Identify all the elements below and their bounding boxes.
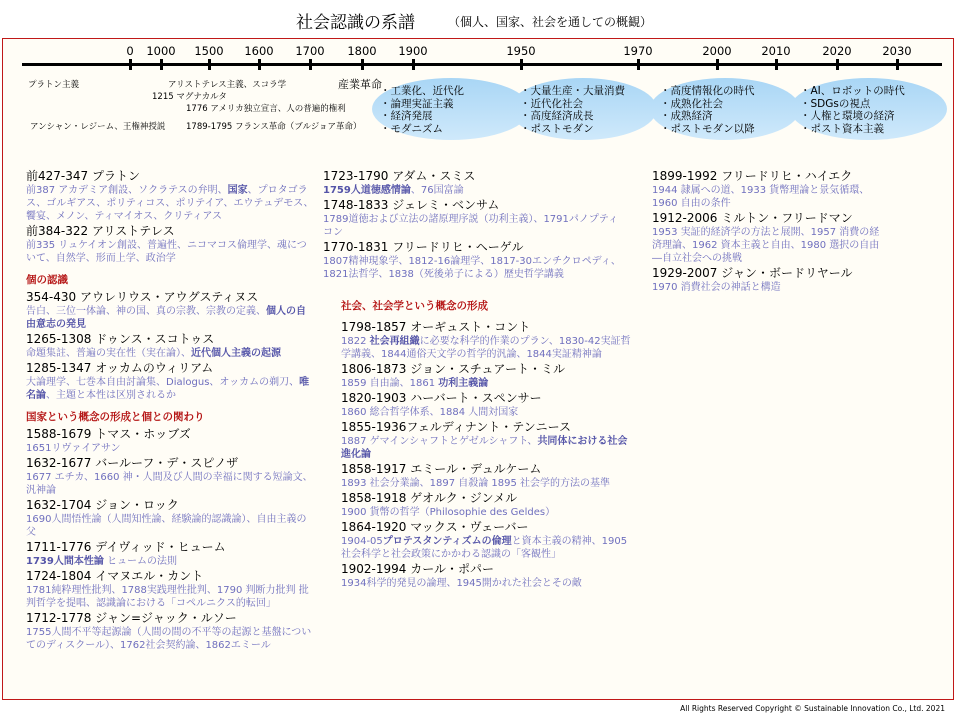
philosopher-name: 1899-1992 フリードリヒ・ハイエク xyxy=(652,169,853,183)
era-item: ・近代化社会 xyxy=(520,97,583,110)
year-label: 1800 xyxy=(347,44,377,58)
philosopher-name: 1902-1994 カール・ポパー xyxy=(341,562,494,576)
philosopher-name: 1265-1308 ドゥンス・スコトゥス xyxy=(26,332,215,346)
era-item: ・工業化、近代化 xyxy=(380,85,464,97)
era-item: ・ポストモダン以降 xyxy=(660,122,755,135)
works-description: 1789道徳および立法の諸原理序説（功利主義）、1791パノプティコン xyxy=(323,214,619,238)
works-description: 1807精神現象学、1812-16論理学、1817-30エンチクロペディ、1821法哲学、1838（死後弟子による）歴史哲学講義 xyxy=(323,256,621,280)
column-3 xyxy=(652,168,880,294)
era-item: ・SDGsの視点 xyxy=(800,97,871,110)
philosopher-name: 1588-1679 トマス・ホッブズ xyxy=(26,427,191,441)
era-item: ・成熟化社会 xyxy=(660,97,723,110)
timeline-note: 産業革命 xyxy=(338,78,382,91)
timeline-note: 1215 マグナカルタ xyxy=(152,92,227,102)
philosopher-name: 1770-1831 フリードリヒ・ヘーゲル xyxy=(323,240,524,254)
era-list xyxy=(520,85,625,135)
column-2b xyxy=(341,299,631,590)
column-2 xyxy=(323,168,623,281)
philosopher-name: 354-430 アウレリウス・アウグスティヌス xyxy=(26,290,259,304)
works-description: 告白、三位一体論、神の国、真の宗教、宗教の定義、個人の自由意志の発見 xyxy=(26,306,306,330)
works-description: 1651リヴァイアサン xyxy=(26,443,121,454)
works-description: 1739人間本性論 ヒュームの法則 xyxy=(26,556,178,567)
timeline-tick xyxy=(361,59,364,70)
era-item: ・論理実証主義 xyxy=(380,97,454,110)
era-item: ・経済発展 xyxy=(380,110,433,122)
works-description: 1690人間悟性論（人間知性論、経験論的認識論）、自由主義の父 xyxy=(26,514,307,538)
year-label: 1970 xyxy=(623,44,653,58)
era-item: ・人権と環境の経済 xyxy=(800,110,895,122)
year-label: 1000 xyxy=(146,44,176,58)
year-label: 1950 xyxy=(506,44,536,58)
year-label: 2010 xyxy=(761,44,791,58)
works-description: 大論理学、七巻本自由討論集、Dialogus、オッカムの剃刀、唯名論、主題と本性は区別されるか xyxy=(26,377,310,401)
works-description: 1953 実証的経済学の方法と展開、1957 消費の経済理論、1962 資本主義と自由、1980 選択の自由―自立社会への挑戦 xyxy=(652,227,880,264)
works-description: 1887 ゲマインシャフトとゲゼルシャフト、共同体における社会進化論 xyxy=(341,436,628,460)
page-subtitle: （個人、国家、社会を通しての概観） xyxy=(448,15,653,29)
timeline-note: アンシャン・レジーム、王権神授説 xyxy=(30,122,166,132)
page-title: 社会認識の系譜 xyxy=(296,13,415,33)
timeline-tick xyxy=(896,59,899,70)
philosopher-name: 1632-1704 ジョン・ロック xyxy=(26,498,179,512)
timeline-note: アリストテレス主義、スコラ学 xyxy=(168,80,287,90)
era-item: ・高度経済成長 xyxy=(520,110,594,122)
philosopher-name: 1712-1778 ジャン=ジャック・ルソー xyxy=(26,611,237,625)
year-label: 1600 xyxy=(244,44,274,58)
works-description: 命題集註、普遍の実在性（実在論）、近代個人主義の起源 xyxy=(26,348,281,359)
timeline-tick xyxy=(520,59,523,70)
year-label: 2000 xyxy=(702,44,732,58)
era-item: ・ポストモダン xyxy=(520,122,594,135)
works-description: 1893 社会分業論、1897 自殺論 1895 社会学的方法の基準 xyxy=(341,478,611,489)
works-description: 1822 社会再組織に必要な科学的作業のプラン、1830-42実証哲学講義、1844通俗天文学の哲学的汎論、1844実証精神論 xyxy=(341,336,631,360)
philosopher-name: 1798-1857 オーギュスト・コント xyxy=(341,320,531,334)
year-label: 2030 xyxy=(882,44,912,58)
timeline-tick xyxy=(309,59,312,70)
era-item: ・高度情報化の時代 xyxy=(660,85,755,97)
philosopher-name: 1711-1776 デイヴィッド・ヒューム xyxy=(26,540,226,554)
works-description: 前387 アカデミア創設、ソクラテスの弁明、国家、プロタゴラス、ゴルギアス、ポリティコス、ポリテイア、エウテュデモス、饗宴、メノン、ティマイオス、クリティアス xyxy=(26,185,314,222)
section-heading: 個の認識 xyxy=(26,274,68,286)
timeline-tick xyxy=(129,59,132,70)
philosopher-name: 前384-322 アリストテレス xyxy=(26,224,175,238)
timeline-note: プラトン主義 xyxy=(28,80,80,90)
philosopher-name: 1858-1918 ゲオルク・ジンメル xyxy=(341,491,518,505)
philosopher-name: 1748-1833 ジェレミ・ベンサム xyxy=(323,198,500,212)
timeline-tick xyxy=(836,59,839,70)
philosopher-name: 1929-2007 ジャン・ボードリヤール xyxy=(652,266,853,280)
works-description: 1944 隷属への道、1933 貨幣理論と景気循環、1960 自由の条件 xyxy=(652,185,870,209)
works-description: 1904-05プロテスタンティズムの倫理と資本主義の精神、1905 社会科学と社会政策にかかわる認識の「客観性」 xyxy=(341,536,628,560)
works-description: 1759人道徳感情論、76国富論 xyxy=(323,185,464,196)
era-list xyxy=(380,85,464,135)
philosopher-name: 1912-2006 ミルトン・フリードマン xyxy=(652,211,853,225)
philosopher-name: 1858-1917 エミール・デュルケーム xyxy=(341,462,542,476)
era-list xyxy=(800,85,905,135)
year-label: 1700 xyxy=(295,44,325,58)
philosopher-name: 1806-1873 ジョン・スチュアート・ミル xyxy=(341,362,566,376)
philosopher-name: 1820-1903 ハーバート・スペンサー xyxy=(341,391,542,405)
era-item: ・ポスト資本主義 xyxy=(800,122,884,135)
works-description: 1970 消費社会の神話と構造 xyxy=(652,282,781,293)
era-item: ・大量生産・大量消費 xyxy=(520,85,625,97)
philosopher-name: 1724-1804 イマヌエル・カント xyxy=(26,569,204,583)
timeline-tick xyxy=(716,59,719,70)
year-label: 1500 xyxy=(194,44,224,58)
section-heading: 社会、社会学という概念の形成 xyxy=(341,300,488,312)
works-description: 1900 貨幣の哲学（Philosophie des Geldes） xyxy=(341,507,556,518)
timeline-tick xyxy=(208,59,211,70)
era-item: ・成熟経済 xyxy=(660,110,713,122)
works-description: 前335 リュケイオン創設、普遍性、ニコマコス倫理学、魂について、自然学、形而上学、政治学 xyxy=(26,240,307,264)
works-description: 1677 エチカ、1660 神・人間及び人間の幸福に関する短論文、汎神論 xyxy=(26,472,313,496)
works-description: 1859 自由論、1861 功利主義論 xyxy=(341,378,489,389)
timeline-tick xyxy=(160,59,163,70)
era-item: ・モダニズム xyxy=(380,122,443,135)
timeline-tick xyxy=(637,59,640,70)
era-list xyxy=(660,85,755,135)
year-label: 1900 xyxy=(398,44,428,58)
timeline-tick xyxy=(412,59,415,70)
philosopher-name: 1855-1936フェルディナント・テンニース xyxy=(341,420,572,434)
works-description: 1755人間不平等起源論（人間の間の不平等の起源と基盤についてのディスクール）、1762社会契約論、1862エミール xyxy=(26,627,312,651)
year-label: 2020 xyxy=(822,44,852,58)
timeline-note: 1776 アメリカ独立宣言、人の普遍的権利 xyxy=(186,104,346,114)
philosopher-name: 1632-1677 バールーフ・デ・スピノザ xyxy=(26,456,239,470)
timeline-tick xyxy=(258,59,261,70)
timeline-tick xyxy=(775,59,778,70)
era-item: ・AI、ロボットの時代 xyxy=(800,85,905,97)
timeline-note: 1789-1795 フランス革命（ブルジョア革命） xyxy=(186,122,362,132)
philosopher-name: 1285-1347 オッカムのウィリアム xyxy=(26,361,214,375)
philosopher-name: 前427-347 プラトン xyxy=(26,169,140,183)
copyright-notice: All Rights Reserved Copyright © Sustainable Innovation Co., Ltd. 2021 xyxy=(680,704,945,713)
philosopher-name: 1723-1790 アダム・スミス xyxy=(323,169,476,183)
works-description: 1860 総合哲学体系、1884 人間対国家 xyxy=(341,407,519,418)
year-label: 0 xyxy=(126,44,134,58)
works-description: 1781純粋理性批判、1788実践理性批判、1790 判断力批判 批判哲学を提唱、認識論における「コペルニクス的転回」 xyxy=(26,585,309,609)
column-1 xyxy=(26,168,314,652)
philosopher-name: 1864-1920 マックス・ヴェーバー xyxy=(341,520,529,534)
works-description: 1934科学的発見の論理、1945開かれた社会とその敵 xyxy=(341,578,582,589)
section-heading: 国家という概念の形成と個との関わり xyxy=(26,411,205,423)
